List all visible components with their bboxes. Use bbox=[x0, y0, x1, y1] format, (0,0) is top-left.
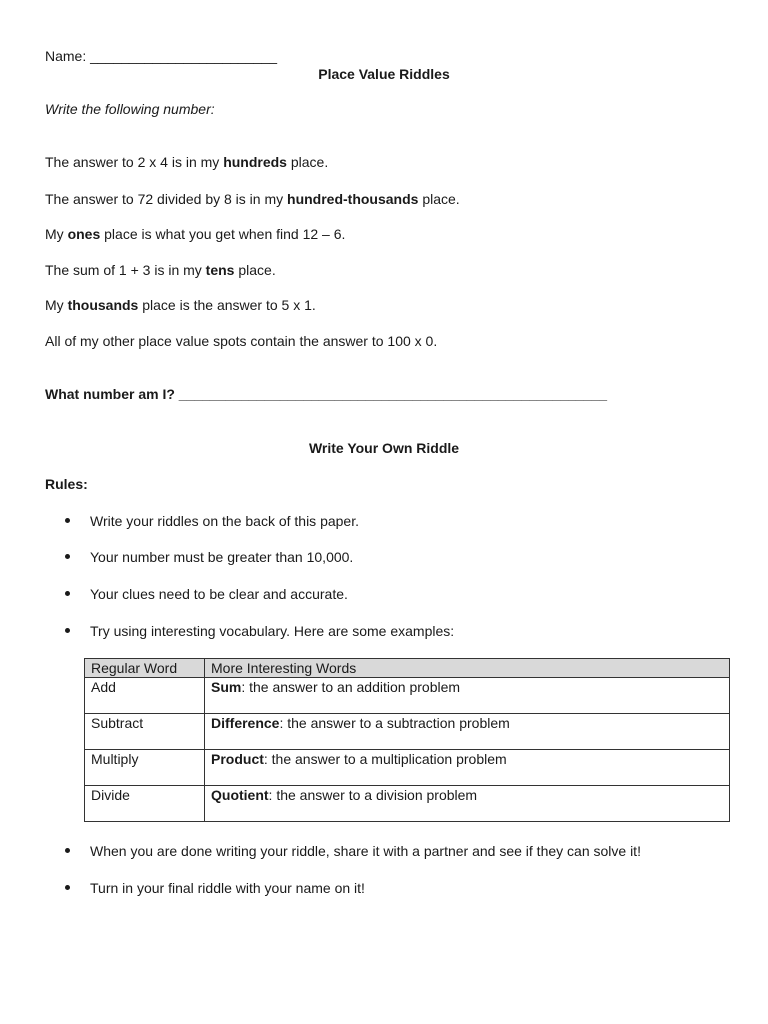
vocab-definition: : the answer to a division problem bbox=[268, 787, 478, 803]
bullet-icon bbox=[65, 885, 70, 890]
rule-text: Your clues need to be clear and accurate. bbox=[90, 586, 348, 602]
clue-text: place. bbox=[234, 262, 276, 278]
table-row bbox=[85, 714, 730, 750]
vocab-term: Difference bbox=[211, 715, 280, 731]
vocab-definition: : the answer to a multiplication problem bbox=[263, 751, 507, 767]
rule-text: Try using interesting vocabulary. Here are some examples: bbox=[90, 623, 455, 639]
clue-text: My bbox=[45, 297, 68, 313]
rule-text: Your number must be greater than 10,000. bbox=[90, 549, 354, 565]
clue-place: hundred-thousands bbox=[287, 191, 419, 207]
answer-question: What number am I? _______________________________________________________ bbox=[45, 386, 608, 402]
clue-text: All of my other place value spots contain the answer to 100 x 0. bbox=[45, 333, 438, 349]
table-row bbox=[85, 786, 730, 822]
clue-text: place. bbox=[286, 154, 329, 170]
column-header: Regular Word bbox=[85, 659, 205, 678]
clue-2 bbox=[45, 190, 460, 208]
interesting-word-cell bbox=[205, 678, 730, 714]
vocab-term: Quotient bbox=[211, 787, 269, 803]
clue-text: The answer to 2 x 4 is in my bbox=[45, 154, 224, 170]
clue-text: The sum of 1 + 3 is in my bbox=[45, 262, 206, 278]
clue-text: The answer to 72 divided by 8 is in my bbox=[45, 191, 288, 207]
rule-text: Turn in your final riddle with your name on it! bbox=[90, 880, 365, 896]
interesting-word-cell bbox=[205, 786, 730, 822]
name-blank: ________________________ bbox=[90, 48, 277, 64]
rule-text: Write your riddles on the back of this paper. bbox=[90, 513, 359, 529]
clue-text: place is what you get when find 12 – 6. bbox=[100, 226, 346, 242]
column-header: More Interesting Words bbox=[205, 659, 730, 678]
rules-label: Rules: bbox=[45, 476, 88, 492]
vocab-definition: : the answer to an addition problem bbox=[241, 679, 461, 695]
vocab-term: Sum bbox=[211, 679, 242, 695]
interesting-word-cell bbox=[205, 750, 730, 786]
bullet-icon bbox=[65, 518, 70, 523]
vocabulary-table bbox=[84, 658, 730, 822]
clue-place: thousands bbox=[67, 297, 139, 313]
name-label: Name: bbox=[45, 48, 91, 64]
bullet-icon bbox=[65, 848, 70, 853]
clue-place: hundreds bbox=[223, 154, 287, 170]
bullet-icon bbox=[65, 628, 70, 633]
rule-text: When you are done writing your riddle, share it with a partner and see if they can solve it! bbox=[90, 843, 641, 859]
clue-text: place is the answer to 5 x 1. bbox=[138, 297, 316, 313]
clue-1 bbox=[45, 153, 328, 171]
section-title: Write Your Own Riddle bbox=[308, 440, 460, 456]
vocab-definition: : the answer to a subtraction problem bbox=[279, 715, 510, 731]
clue-6 bbox=[45, 332, 437, 350]
clue-3 bbox=[45, 225, 345, 243]
name-line bbox=[45, 47, 277, 65]
table-row bbox=[85, 750, 730, 786]
clue-5 bbox=[45, 296, 316, 314]
table-row bbox=[85, 678, 730, 714]
clue-place: ones bbox=[67, 226, 101, 242]
interesting-word-cell bbox=[205, 714, 730, 750]
regular-word-cell: Multiply bbox=[85, 750, 205, 786]
bullet-icon bbox=[65, 591, 70, 596]
clue-text: place. bbox=[418, 191, 460, 207]
page-title: Place Value Riddles bbox=[318, 66, 450, 82]
clue-4 bbox=[45, 261, 276, 279]
clue-text: My bbox=[45, 226, 68, 242]
regular-word-cell: Divide bbox=[85, 786, 205, 822]
clue-place: tens bbox=[205, 262, 235, 278]
regular-word-cell: Subtract bbox=[85, 714, 205, 750]
instructions: Write the following number: bbox=[45, 101, 215, 117]
bullet-icon bbox=[65, 554, 70, 559]
vocab-term: Product bbox=[211, 751, 264, 767]
regular-word-cell: Add bbox=[85, 678, 205, 714]
table-header-row bbox=[85, 659, 730, 678]
